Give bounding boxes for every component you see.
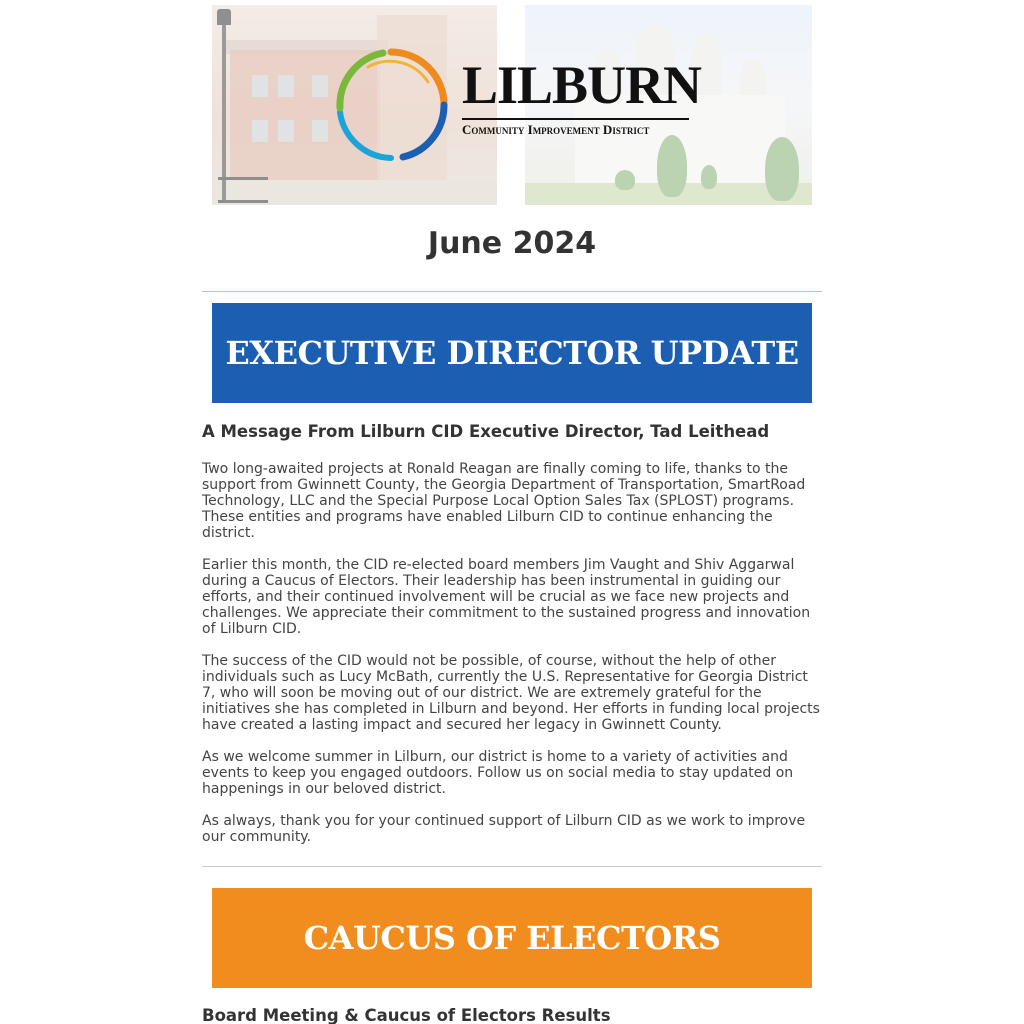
executive-director-update-banner [212, 303, 812, 403]
section-divider [202, 866, 822, 867]
paragraph: Two long-awaited projects at Ronald Reagan are finally coming to life, thanks to the support from Gwinnett County, the Georgia Department of Transportation, SmartRoad Technology, LLC and the Special Purpose Local Option Sales Tax (SPLOST) programs. These entities and programs have enabled Lilburn CID to continue enhancing the district. [202, 461, 806, 541]
banner-title: CAUCUS OF ELECTORS [303, 919, 721, 957]
director-message-body [202, 461, 824, 861]
logo-title: LILBURN [462, 55, 702, 115]
lilburn-cid-logo [328, 42, 702, 167]
paragraph: As we welcome summer in Lilburn, our district is home to a variety of activities and events to keep you engaged outdoors. Follow us on social media to stay updated on happenings in our beloved district. [202, 749, 794, 797]
header-banner-image [212, 5, 812, 205]
issue-date-heading: June 2024 [427, 226, 597, 261]
section-heading: A Message From Lilburn CID Executive Director, Tad Leithead [202, 422, 770, 441]
section-divider [202, 291, 822, 292]
paragraph: Earlier this month, the CID re-elected board members Jim Vaught and Shiv Aggarwal during a Caucus of Electors. Their leadership has been instrumental in guiding our efforts, and their continued involvement will be crucial as we face new projects and challenges. We appreciate their commitment to the sustained progress and innovation of Lilburn CID. [202, 557, 811, 637]
logo-underline [462, 118, 689, 120]
logo-ring-icon [328, 42, 454, 168]
section-heading: Board Meeting & Caucus of Electors Results [202, 1006, 611, 1024]
logo-subtitle: Community Improvement District [462, 122, 650, 137]
caucus-of-electors-banner [212, 888, 812, 988]
banner-title: EXECUTIVE DIRECTOR UPDATE [225, 334, 799, 372]
paragraph: The success of the CID would not be possible, of course, without the help of other individuals such as Lucy McBath, currently the U.S. Representative for Georgia District 7, who will soon be moving out of our district. We are extremely grateful for the initiatives she has completed in Lilburn and beyond. Her efforts in funding local projects have created a lasting impact and secured her legacy in Gwinnett County. [202, 653, 820, 733]
paragraph: As always, thank you for your continued support of Lilburn CID as we work to improve our community. [202, 813, 806, 845]
